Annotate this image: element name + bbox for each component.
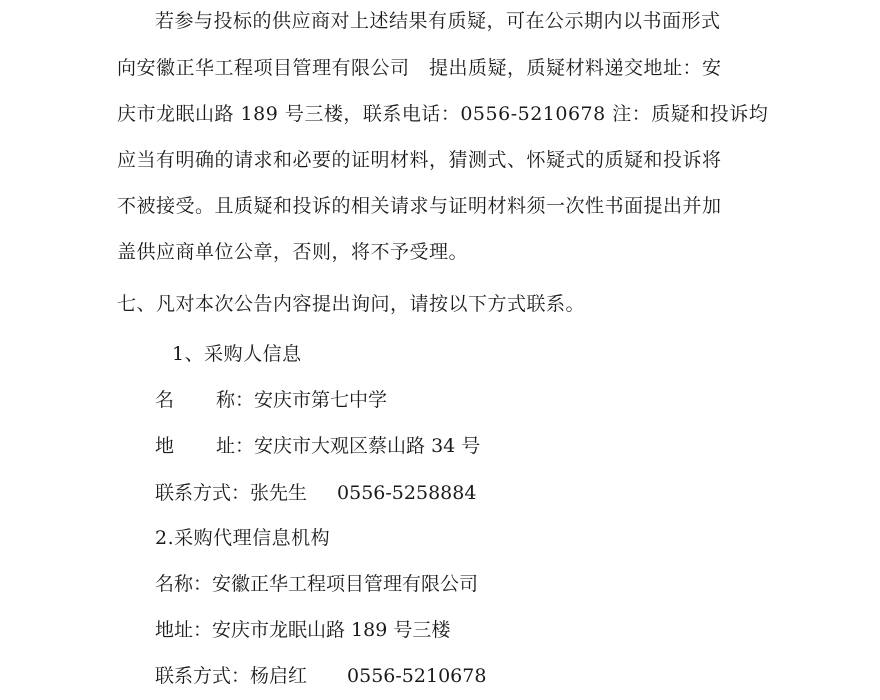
agency-name-row [155, 572, 478, 596]
agency-contact-row [155, 664, 486, 688]
purchaser-contact-row [155, 481, 476, 505]
purchaser-address-label-char1: 地 [155, 435, 175, 457]
paragraph-line: 盖供应商单位公章，否则，将不予受理。 [117, 241, 469, 263]
paragraph-line: 应当有明确的请求和必要的证明材料，猜测式、怀疑式的质疑和投诉将 [117, 149, 722, 171]
paragraph-line: 若参与投标的供应商对上述结果有质疑，可在公示期内以书面形式 [155, 10, 721, 32]
purchaser-contact-label: 联系方式： [155, 482, 251, 504]
agency-address-value: 安庆市龙眠山路 189 号三楼 [212, 619, 451, 641]
agency-name-label: 名称： [155, 573, 213, 595]
purchaser-name-label-char1: 名 [155, 389, 175, 411]
agency-contact-label: 联系方式： [155, 665, 251, 687]
purchaser-name-row [155, 388, 387, 412]
agency-address-row [155, 618, 450, 642]
agency-name-value: 安徽正华工程项目管理有限公司 [212, 573, 479, 595]
purchaser-name-label-char2: 称： [216, 389, 255, 411]
agency-contact-phone: 0556-5210678 [347, 665, 487, 687]
purchaser-address-row [155, 434, 480, 458]
paragraph-line: 向安徽正华工程项目管理有限公司 提出质疑，质疑材料递交地址：安 [117, 57, 722, 79]
section-heading: 七、凡对本次公告内容提出询问，请按以下方式联系。 [117, 293, 586, 315]
purchaser-heading: 1、采购人信息 [172, 343, 302, 365]
purchaser-address-label-char2: 址： [216, 435, 255, 457]
agency-address-label: 地址： [155, 619, 213, 641]
agency-heading: 2.采购代理信息机构 [155, 527, 331, 549]
purchaser-address-value: 安庆市大观区蔡山路 34 号 [254, 435, 481, 457]
purchaser-contact-phone: 0556-5258884 [337, 482, 477, 504]
purchaser-name-value: 安庆市第七中学 [254, 389, 388, 411]
paragraph-line: 庆市龙眠山路 189 号三楼，联系电话：0556-5210678 注：质疑和投诉均 [117, 103, 769, 125]
agency-contact-person: 杨启红 [250, 665, 308, 687]
paragraph-line: 不被接受。且质疑和投诉的相关请求与证明材料须一次性书面提出并加 [117, 195, 722, 217]
purchaser-contact-person: 张先生 [250, 482, 308, 504]
